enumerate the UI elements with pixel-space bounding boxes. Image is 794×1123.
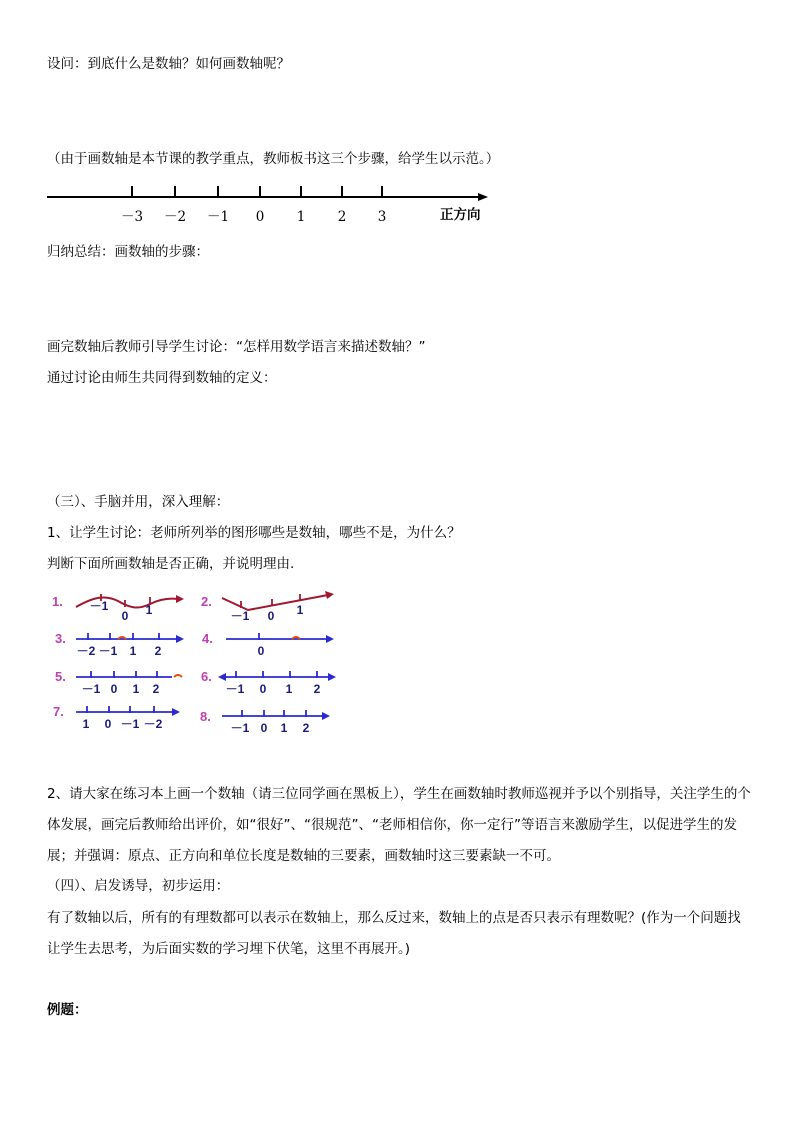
exercise-tick-label: －1 [120,717,140,731]
exercise-tick-label: 0 [257,644,265,658]
end-mark [174,675,182,677]
exercise-tick-label: 2 [313,682,321,696]
exercise-number: 6. [201,669,212,684]
exercise-number: 5. [55,669,66,684]
bent-line [222,595,328,610]
exercise-tick-label: 2 [152,682,160,696]
arrow-head-icon [218,673,226,681]
item-two-text: 2、请大家在练习本上画一个数轴（请三位同学画在黑板上），学生在画数轴时教师巡视并予以个别指导，关注学生的个体发展，画完后教师给出评价，如“很好”、“很规范”、“老师相信你，你一定行”等语言来激励学生，以促进学生的发展；并强调：原点、正方向和单位长度是数轴的三要素，画数轴时这三要素缺一不可。 [47,786,751,864]
judge-text: 判断下面所画数轴是否正确，并说明理由. [47,556,295,572]
exercise-tick-label: －1 [98,644,118,658]
example-heading: 例题： [47,1002,88,1018]
arrow-head-icon [176,595,184,603]
exercise-number: 7. [53,704,64,719]
arrow-head-icon [326,635,334,643]
arrow-head-icon [325,591,334,599]
exercise-tick-label: －1 [230,609,250,623]
exercise-tick-label: －1 [230,721,250,735]
exercise-tick-label: 0 [260,721,268,735]
exercise-number: 1. [52,594,63,609]
question-text: 设问：到底什么是数轴？如何画数轴呢？ [47,56,290,72]
exercise-tick-label: －1 [225,682,245,696]
exercise-tick-label: 0 [121,609,129,623]
exercise-tick-label: 0 [267,609,275,623]
exercise-tick-label: 2 [302,721,310,735]
exercise-number: 3. [55,631,66,646]
exercise-tick-label: －1 [89,599,109,613]
tick-label: 3 [377,209,387,225]
tick-label: 2 [337,209,347,225]
direction-label: 正方向 [440,207,481,223]
tick-label: －1 [206,209,230,225]
exercise-tick-label: 1 [82,717,90,731]
note-text: （由于画数轴是本节课的教学重点，教师板书这三个步骤，给学生以示范。） [47,151,500,167]
exercise-tick-label: 0 [104,717,112,731]
exercise-tick-label: 1 [132,682,140,696]
arrow-head-icon [328,673,336,681]
exercise-tick-label: 0 [110,682,118,696]
tick-label: －2 [163,209,187,225]
exercise-number: 4. [202,631,213,646]
tick-label: －3 [120,209,144,225]
exercise-number: 2. [201,594,212,609]
exercise-tick-label: －2 [143,717,163,731]
arrow-head-icon [172,708,180,716]
tick-label: 0 [255,209,265,225]
exercise-tick-label: 1 [280,721,288,735]
exercise-tick-label: 2 [154,644,162,658]
exercise-tick-label: 1 [296,603,304,617]
arrow-head-icon [176,635,184,643]
section-three-heading: （三）、手脑并用，深入理解： [47,494,230,510]
section-four-heading: （四）、启发诱导，初步运用： [47,878,230,894]
exercise-tick-label: －1 [81,682,101,696]
summary-text: 归纳总结：画数轴的步骤： [47,244,209,260]
exercise-tick-label: 1 [285,682,293,696]
tick-label: 1 [296,209,306,225]
exercise-number: 8. [200,709,211,724]
item-one-text: 1、让学生讨论：老师所列举的图形哪些是数轴，哪些不是，为什么？ [47,525,461,541]
definition-text: 通过讨论由师生共同得到数轴的定义： [47,370,277,386]
arrow-head-icon [322,712,330,720]
item-four-text: 有了数轴以后，所有的有理数都可以表示在数轴上，那么反过来，数轴上的点是否只表示有理数呢？(作为一个问题找让学生去思考，为后面实数的学习埋下伏笔，这里不再展开。) [47,910,741,957]
exercise-tick-label: 1 [145,603,153,617]
exercise-tick-label: 1 [129,644,137,658]
discussion-text: 画完数轴后教师引导学生讨论：“怎样用数学语言来描述数轴？” [47,339,426,355]
exercise-tick-label: －2 [76,644,96,658]
exercise-tick-label: 0 [259,682,267,696]
